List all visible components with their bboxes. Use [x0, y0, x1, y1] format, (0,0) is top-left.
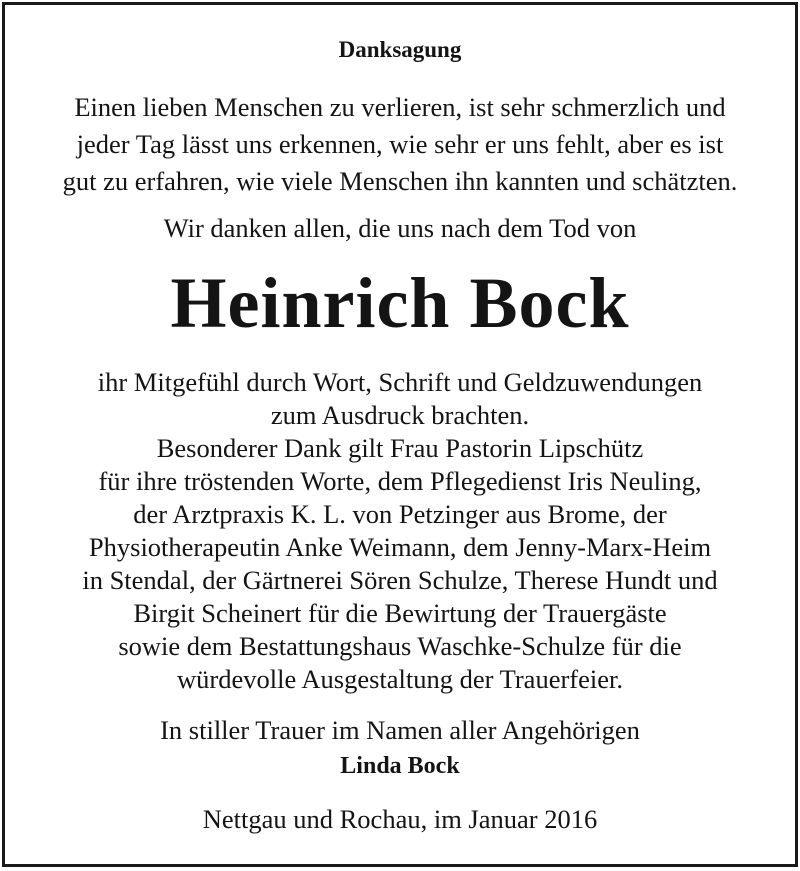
thanks-line: Besonderer Dank gilt Frau Pastorin Lipschütz — [156, 433, 644, 463]
thanks-line: würdevolle Ausgestaltung der Trauerfeier. — [177, 664, 623, 694]
thanks-line: ihr Mitgefühl durch Wort, Schrift und Geldzuwendungen — [97, 367, 703, 397]
thanks-line: Physiotherapeutin Anke Weimann, dem Jenny-Marx-Heim — [88, 532, 712, 562]
obituary-notice — [2, 2, 798, 867]
thanks-line: der Arztpraxis K. L. von Petzinger aus Brome, der — [133, 499, 667, 529]
thanks-line: sowie dem Bestattungshaus Waschke-Schulze für die — [118, 631, 682, 661]
closing-block — [5, 712, 795, 784]
thanks-line: in Stendal, der Gärtnerei Sören Schulze, Therese Hundt und — [82, 565, 718, 595]
deceased-name: Heinrich Bock — [170, 263, 630, 343]
place-date: Nettgau und Rochau, im Januar 2016 — [202, 804, 598, 834]
lead-sentence: Wir danken allen, die uns nach dem Tod von — [163, 213, 637, 243]
intro-paragraph — [5, 89, 795, 200]
thanks-line: für ihre tröstenden Worte, dem Pflegedienst Iris Neuling, — [98, 466, 702, 496]
intro-line: jeder Tag lässt uns erkennen, wie sehr er uns fehlt, aber es ist — [76, 129, 724, 159]
closing-line: In stiller Trauer im Namen aller Angehörigen — [160, 715, 640, 745]
notice-heading: Danksagung — [338, 37, 462, 62]
signer-name: Linda Bock — [340, 753, 460, 779]
intro-line: Einen lieben Menschen zu verlieren, ist sehr schmerzlich und — [74, 92, 726, 122]
thanks-line: zum Ausdruck brachten. — [270, 400, 530, 430]
thanks-line: Birgit Scheinert für die Bewirtung der Trauergäste — [133, 598, 667, 628]
thanks-paragraph — [5, 366, 795, 696]
intro-line: gut zu erfahren, wie viele Menschen ihn kannten und schätzten. — [62, 166, 738, 196]
